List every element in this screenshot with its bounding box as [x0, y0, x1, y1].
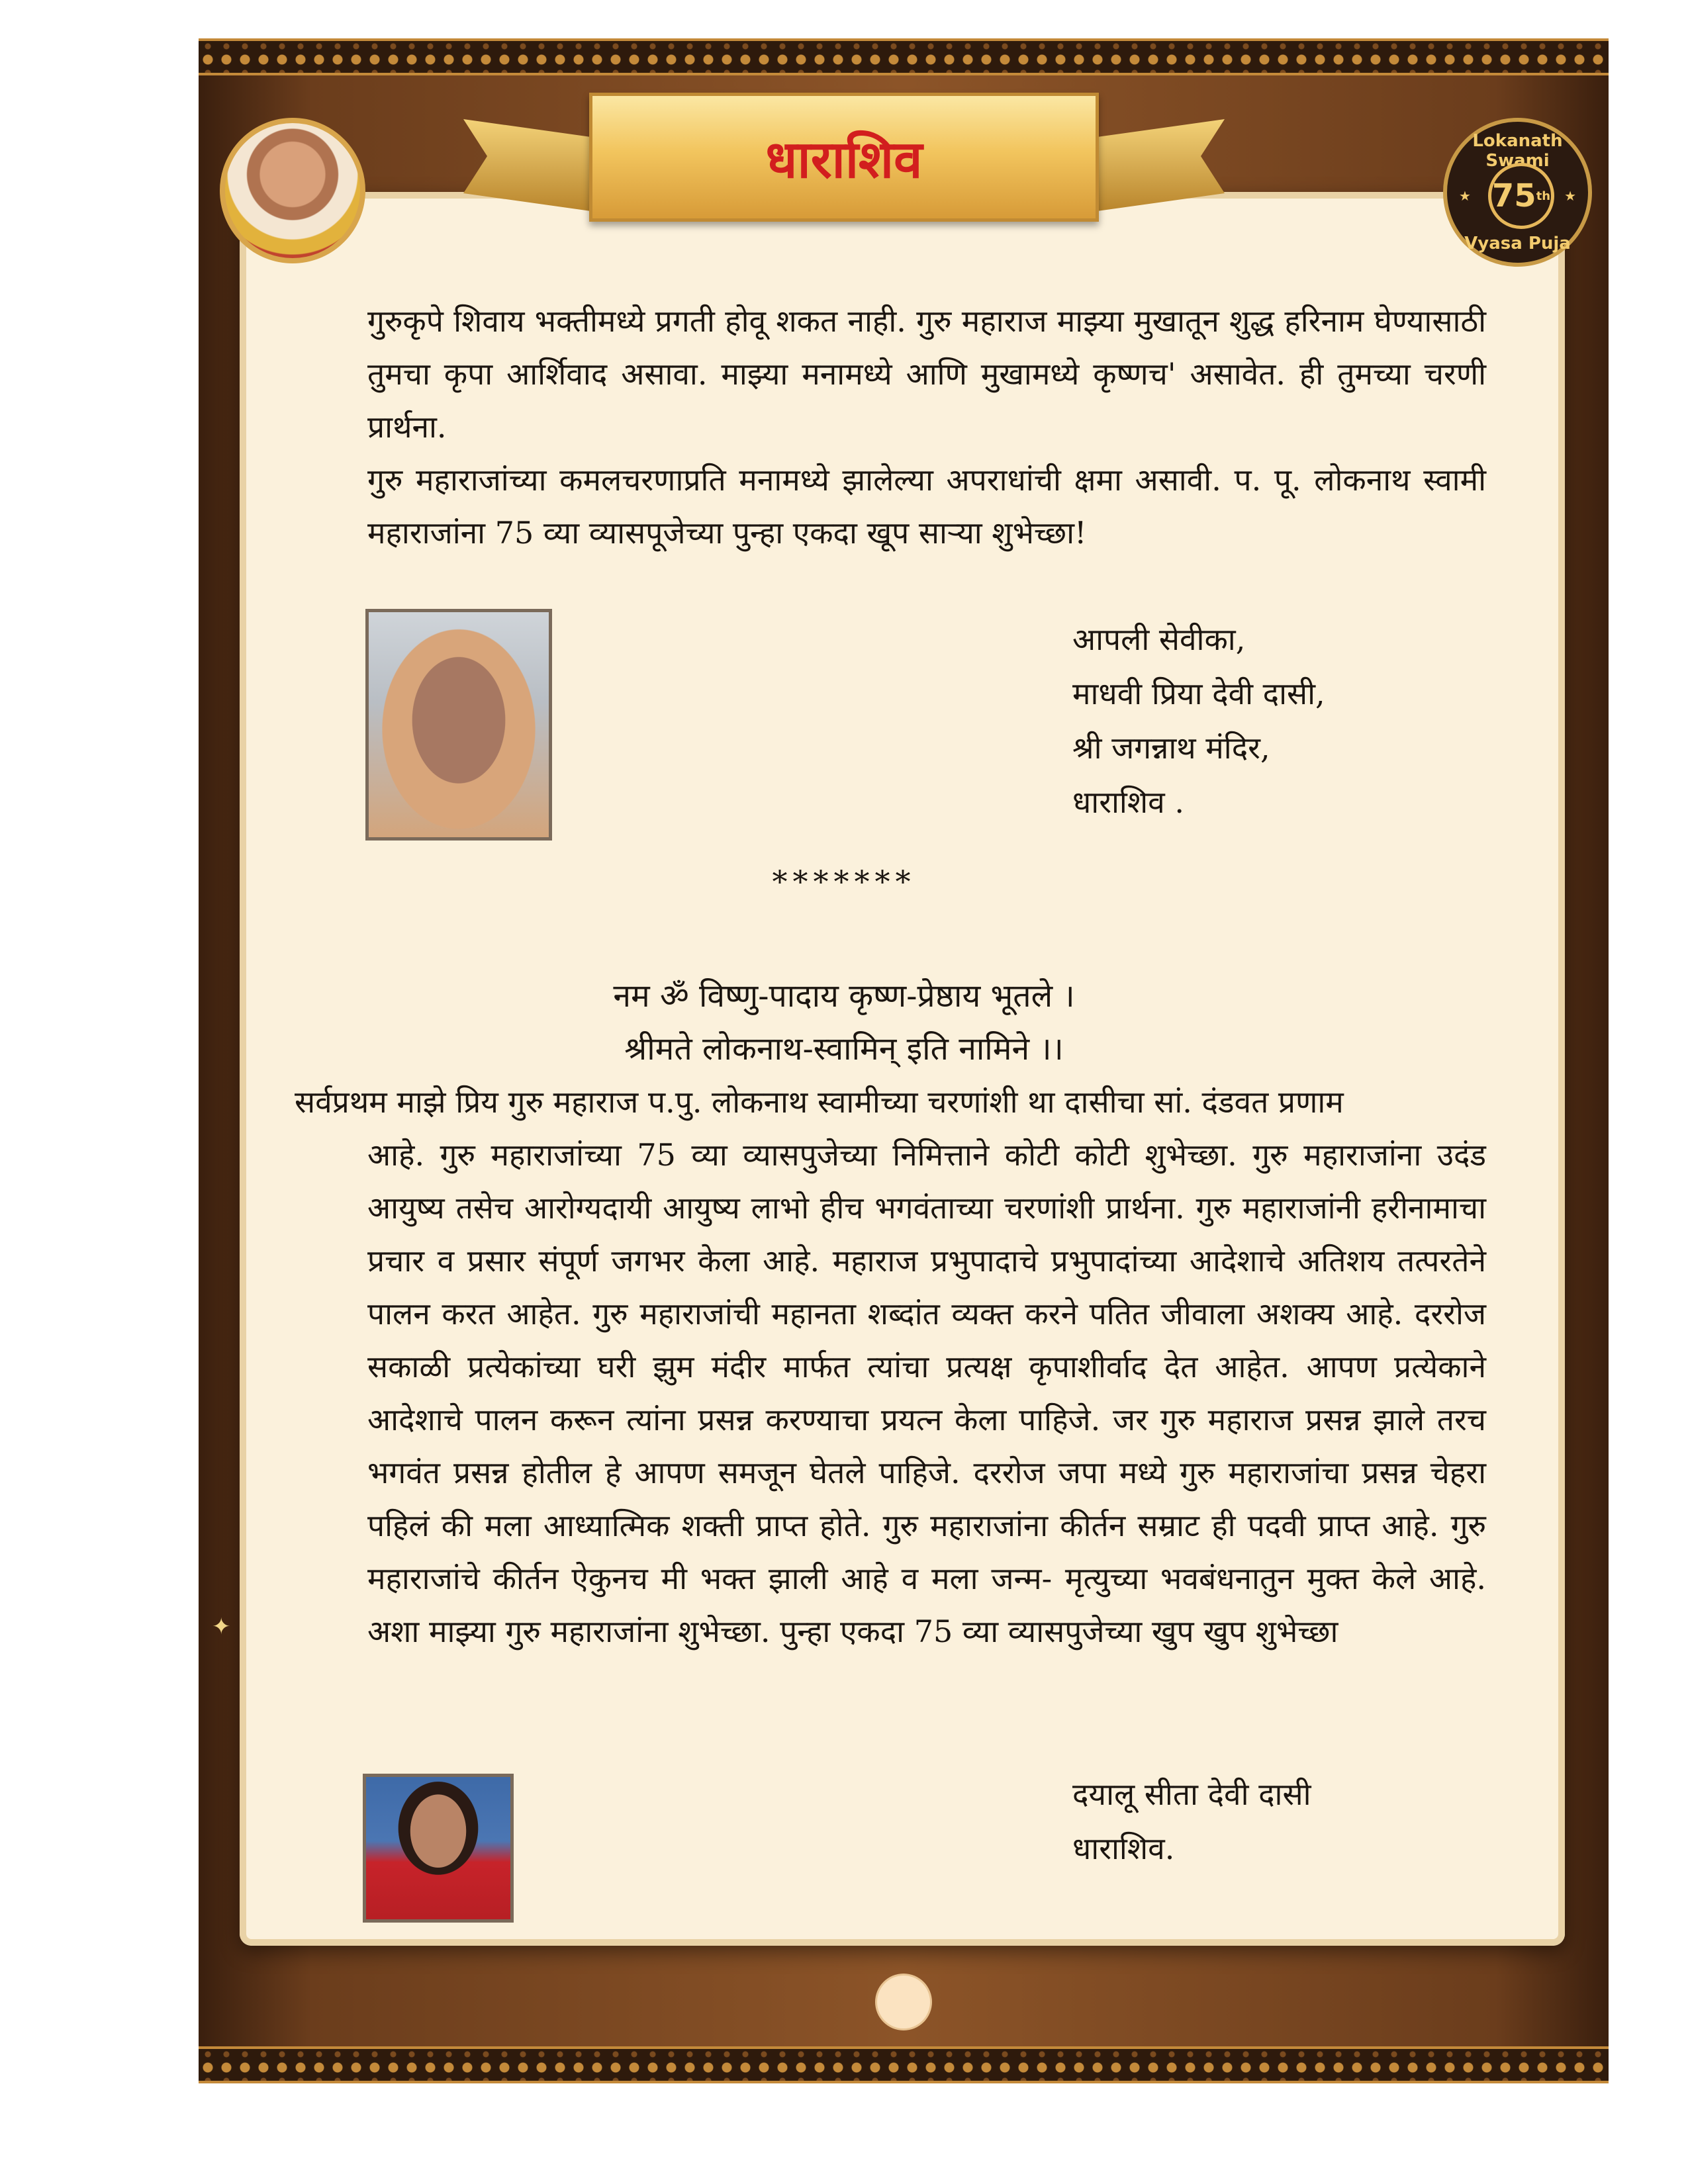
shloka-line-1: नम ॐ विष्णु-पादाय कृष्ण-प्रेष्ठाय भूतले ।: [613, 978, 1075, 1015]
signature-line: श्री जगन्नाथ मंदिर,: [1072, 730, 1270, 766]
page-marker-dot: [877, 1976, 930, 2028]
signature-line: माधवी प्रिया देवी दासी,: [1072, 676, 1325, 711]
ribbon-tail-right: [1092, 119, 1225, 212]
decorative-border-top: [199, 38, 1609, 75]
ribbon-banner: [589, 93, 1099, 222]
letter1-signature: [1072, 612, 1325, 829]
signature-line: धाराशिव.: [1072, 1831, 1175, 1866]
letter1-paragraph-2: गुरु महाराजांच्या कमलचरणाप्रति मनामध्ये झालेल्या अपराधांची क्षमा असावी. प. पू. लोकनाथ स्वामी महाराजांना 75 व्या व्यासपूजेच्या पुन्हा एकदा खूप साऱ्या शुभेच्छा!: [367, 462, 1486, 551]
sparkle-icon: ✦: [212, 1614, 231, 1640]
shloka-line-2: श्रीमते लोकनाथ-स्वामिन् इति नामिने ।।: [624, 1030, 1064, 1068]
badge-number: 75 th: [1488, 163, 1554, 229]
signature-line: आपली सेवीका,: [1072, 621, 1246, 657]
section-separator: *******: [772, 864, 916, 899]
guru-portrait: [220, 118, 365, 263]
letter2-body: आहे. गुरु महाराजांच्या 75 व्या व्यासपुजेच्या निमित्ताने कोटी कोटी शुभेच्छा. गुरु महाराजांना उदंड आयुष्य तसेच आरोग्यदायी आयुष्य लाभो हीच भगवंताच्या चरणांशी प्रार्थना. गुरु महाराजांनी हरीनामाचा प्रचार व प्रसार संपूर्ण जगभर केला आहे. महाराज प्रभुपादाचे प्रभुपादांच्या आदेशाचे अतिशय तत्परतेने पालन करत आहेत. गुरु महाराजांची महानता शब्दांत व्यक्त करने पतित जीवाला अशक्य आहे. दररोज सकाळी प्रत्येकांच्या घरी झुम मंदीर मार्फत त्यांचा प्रत्यक्ष कृपाशीर्वाद देत आहेत. आपण प्रत्येकाने आदेशाचे पालन करून त्यांना प्रसन्न करण्याचा प्रयत्न केला पाहिजे. जर गुरु महाराज प्रसन्न झाले तरच भगवंत प्रसन्न होतील हे आपण समजून घेतले पाहिजे. दररोज जपा मध्ये गुरु महाराजांचा प्रसन्न चेहरा पहिलं की मला आध्यात्मिक शक्ती प्राप्त होते. गुरु महाराजांना कीर्तन सम्राट ही पदवी प्राप्त आहे. गुरु महाराजांचे कीर्तन ऐकुनच मी भक्त झाली आहे व मला जन्म- मृत्युच्या भवबंधनातुन मुक्त केले आहे. अशा माझ्या गुरु महाराजांना शुभेच्छा. पुन्हा एकदा 75 व्या व्यासपुजेच्या खुप खुप शुभेच्छा: [367, 1137, 1486, 1649]
badge-top-text: Lokanath Swami: [1472, 131, 1563, 171]
star-icon: ★: [1564, 188, 1576, 204]
badge-bottom-text: Vyasa Puja: [1464, 234, 1571, 253]
signature-line: धाराशिव .: [1072, 784, 1184, 820]
page-title: धाराशिव: [765, 130, 923, 190]
vyasa-puja-75-badge: [1443, 118, 1592, 267]
title-ribbon: [463, 93, 1225, 245]
devotee-photo-1: [365, 609, 552, 841]
letter1-paragraph-1: गुरुकृपे शिवाय भक्तीमध्ये प्रगती होवू शकत नाही. गुरु महाराज माझ्या मुखातून शुद्ध हरिनाम घेण्यासाठी तुमचा कृपा आर्शिवाद असावा. माझ्या मनामध्ये आणि मुखामध्ये कृष्णच' असावेत. ही तुमच्या चरणी प्रार्थना.: [367, 303, 1486, 445]
letter2-first-line: सर्वप्रथम माझे प्रिय गुरु महाराज प.पु. लोकनाथ स्वामीच्या चरणांशी था दासीचा सां. दंडवत प्रणाम: [295, 1084, 1344, 1120]
star-icon: ★: [1459, 188, 1471, 204]
ribbon-tail-left: [463, 119, 596, 212]
devotee-photo-2: [363, 1774, 514, 1923]
decorative-border-bottom: [199, 2046, 1609, 2083]
letter2-signature: [1072, 1767, 1311, 1876]
signature-line: दयालू सीता देवी दासी: [1072, 1776, 1311, 1812]
